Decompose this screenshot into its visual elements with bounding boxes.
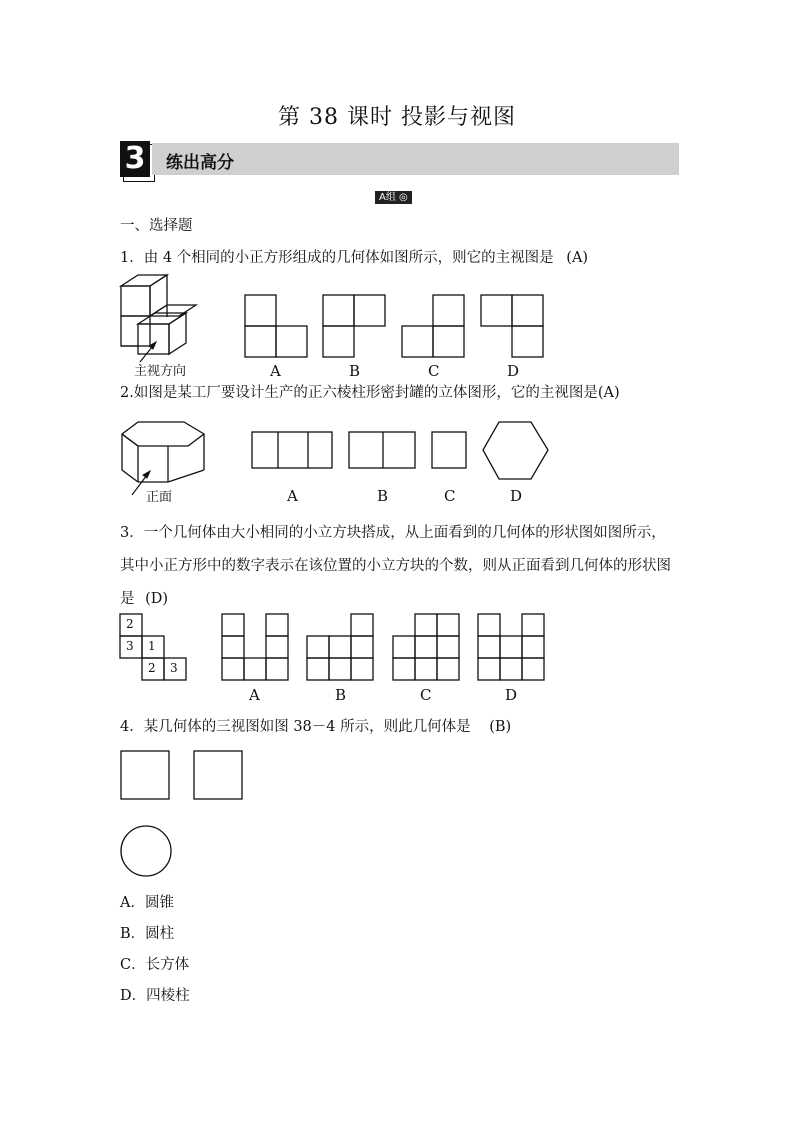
q4-choice-a: A．圆锥: [120, 895, 174, 911]
q2-pointer-label: 正面: [146, 490, 173, 505]
q2-option-a-figure: [252, 432, 334, 470]
banner-label: 练出高分: [166, 153, 234, 173]
q3-option-c-label: C: [420, 686, 432, 704]
q3-option-b-label: B: [335, 686, 347, 704]
q4-answer: (B): [489, 719, 512, 735]
q2-option-b-label: B: [377, 487, 389, 505]
q3-option-d-label: D: [505, 686, 518, 704]
q2-text: [120, 383, 620, 403]
q1-answer: (A): [566, 250, 589, 266]
q1-option-b-label: B: [349, 362, 361, 380]
q2-option-c-figure: [432, 432, 468, 470]
q1-stem: 1．由 4 个相同的小正方形组成的几何体如图所示，则它的主视图是: [120, 250, 554, 266]
q1-option-d-label: D: [507, 362, 520, 380]
banner-number: 3: [120, 141, 150, 177]
q4-front-view-square: [121, 751, 171, 801]
q2-option-c-label: C: [444, 487, 456, 505]
q4-text: [120, 717, 511, 737]
q3-answer: (D): [145, 591, 169, 607]
q4-choice-b: B．圆柱: [120, 926, 175, 942]
q4-choice-d: D．四棱柱: [120, 988, 190, 1004]
q3-option-c-figure: [393, 614, 463, 682]
q4-top-view-circle: [120, 825, 174, 879]
q1-option-a-figure: [245, 295, 309, 359]
q2-stem: 2.如图是某工厂要设计生产的正六棱柱形密封罐的立体图形，它的主视图是: [120, 385, 598, 401]
q1-option-b-figure: [323, 295, 387, 359]
q3-option-a-figure: [222, 614, 292, 682]
q2-option-b-figure: [349, 432, 417, 470]
q4-side-view-square: [194, 751, 244, 801]
q3-text: [120, 517, 680, 616]
q1-text: [120, 248, 588, 268]
q3-option-b-figure: [307, 614, 377, 682]
q3-grid-number: 3: [126, 639, 134, 653]
q1-option-c-label: C: [428, 362, 440, 380]
q1-option-a-label: A: [270, 362, 281, 380]
q2-option-a-label: A: [287, 487, 298, 505]
q3-option-a-label: A: [249, 686, 260, 704]
q2-option-d-label: D: [510, 487, 523, 505]
q4-choice-c: C．长方体: [120, 957, 190, 973]
q1-option-c-figure: [402, 295, 466, 359]
q3-grid-number: 1: [148, 639, 156, 653]
q3-grid-number: 3: [170, 661, 178, 675]
page-title: 第 38 课时 投影与视图: [278, 105, 516, 130]
q2-option-d-figure: [482, 421, 550, 481]
q1-pointer-label: 主视方向: [134, 364, 187, 379]
q1-option-d-figure: [481, 295, 545, 359]
q4-stem: 4．某几何体的三视图如图 38－4 所示，则此几何体是: [120, 719, 471, 735]
group-badge-label: A组: [379, 192, 396, 203]
q3-option-d-figure: [478, 614, 548, 682]
q2-answer: (A): [597, 385, 620, 401]
magnifier-icon: ◎: [399, 192, 408, 203]
section-heading: 一、选择题: [120, 218, 193, 234]
q3-stem: 3．一个几何体由大小相同的小立方块搭成，从上面看到的几何体的形状图如图所示，其中小正方形中的数字表示在该位置的小立方块的个数，则从正面看到几何体的形状图是: [120, 525, 671, 607]
group-badge: [375, 191, 412, 204]
q3-grid-number: 2: [126, 617, 134, 631]
q3-grid-number: 2: [148, 661, 156, 675]
